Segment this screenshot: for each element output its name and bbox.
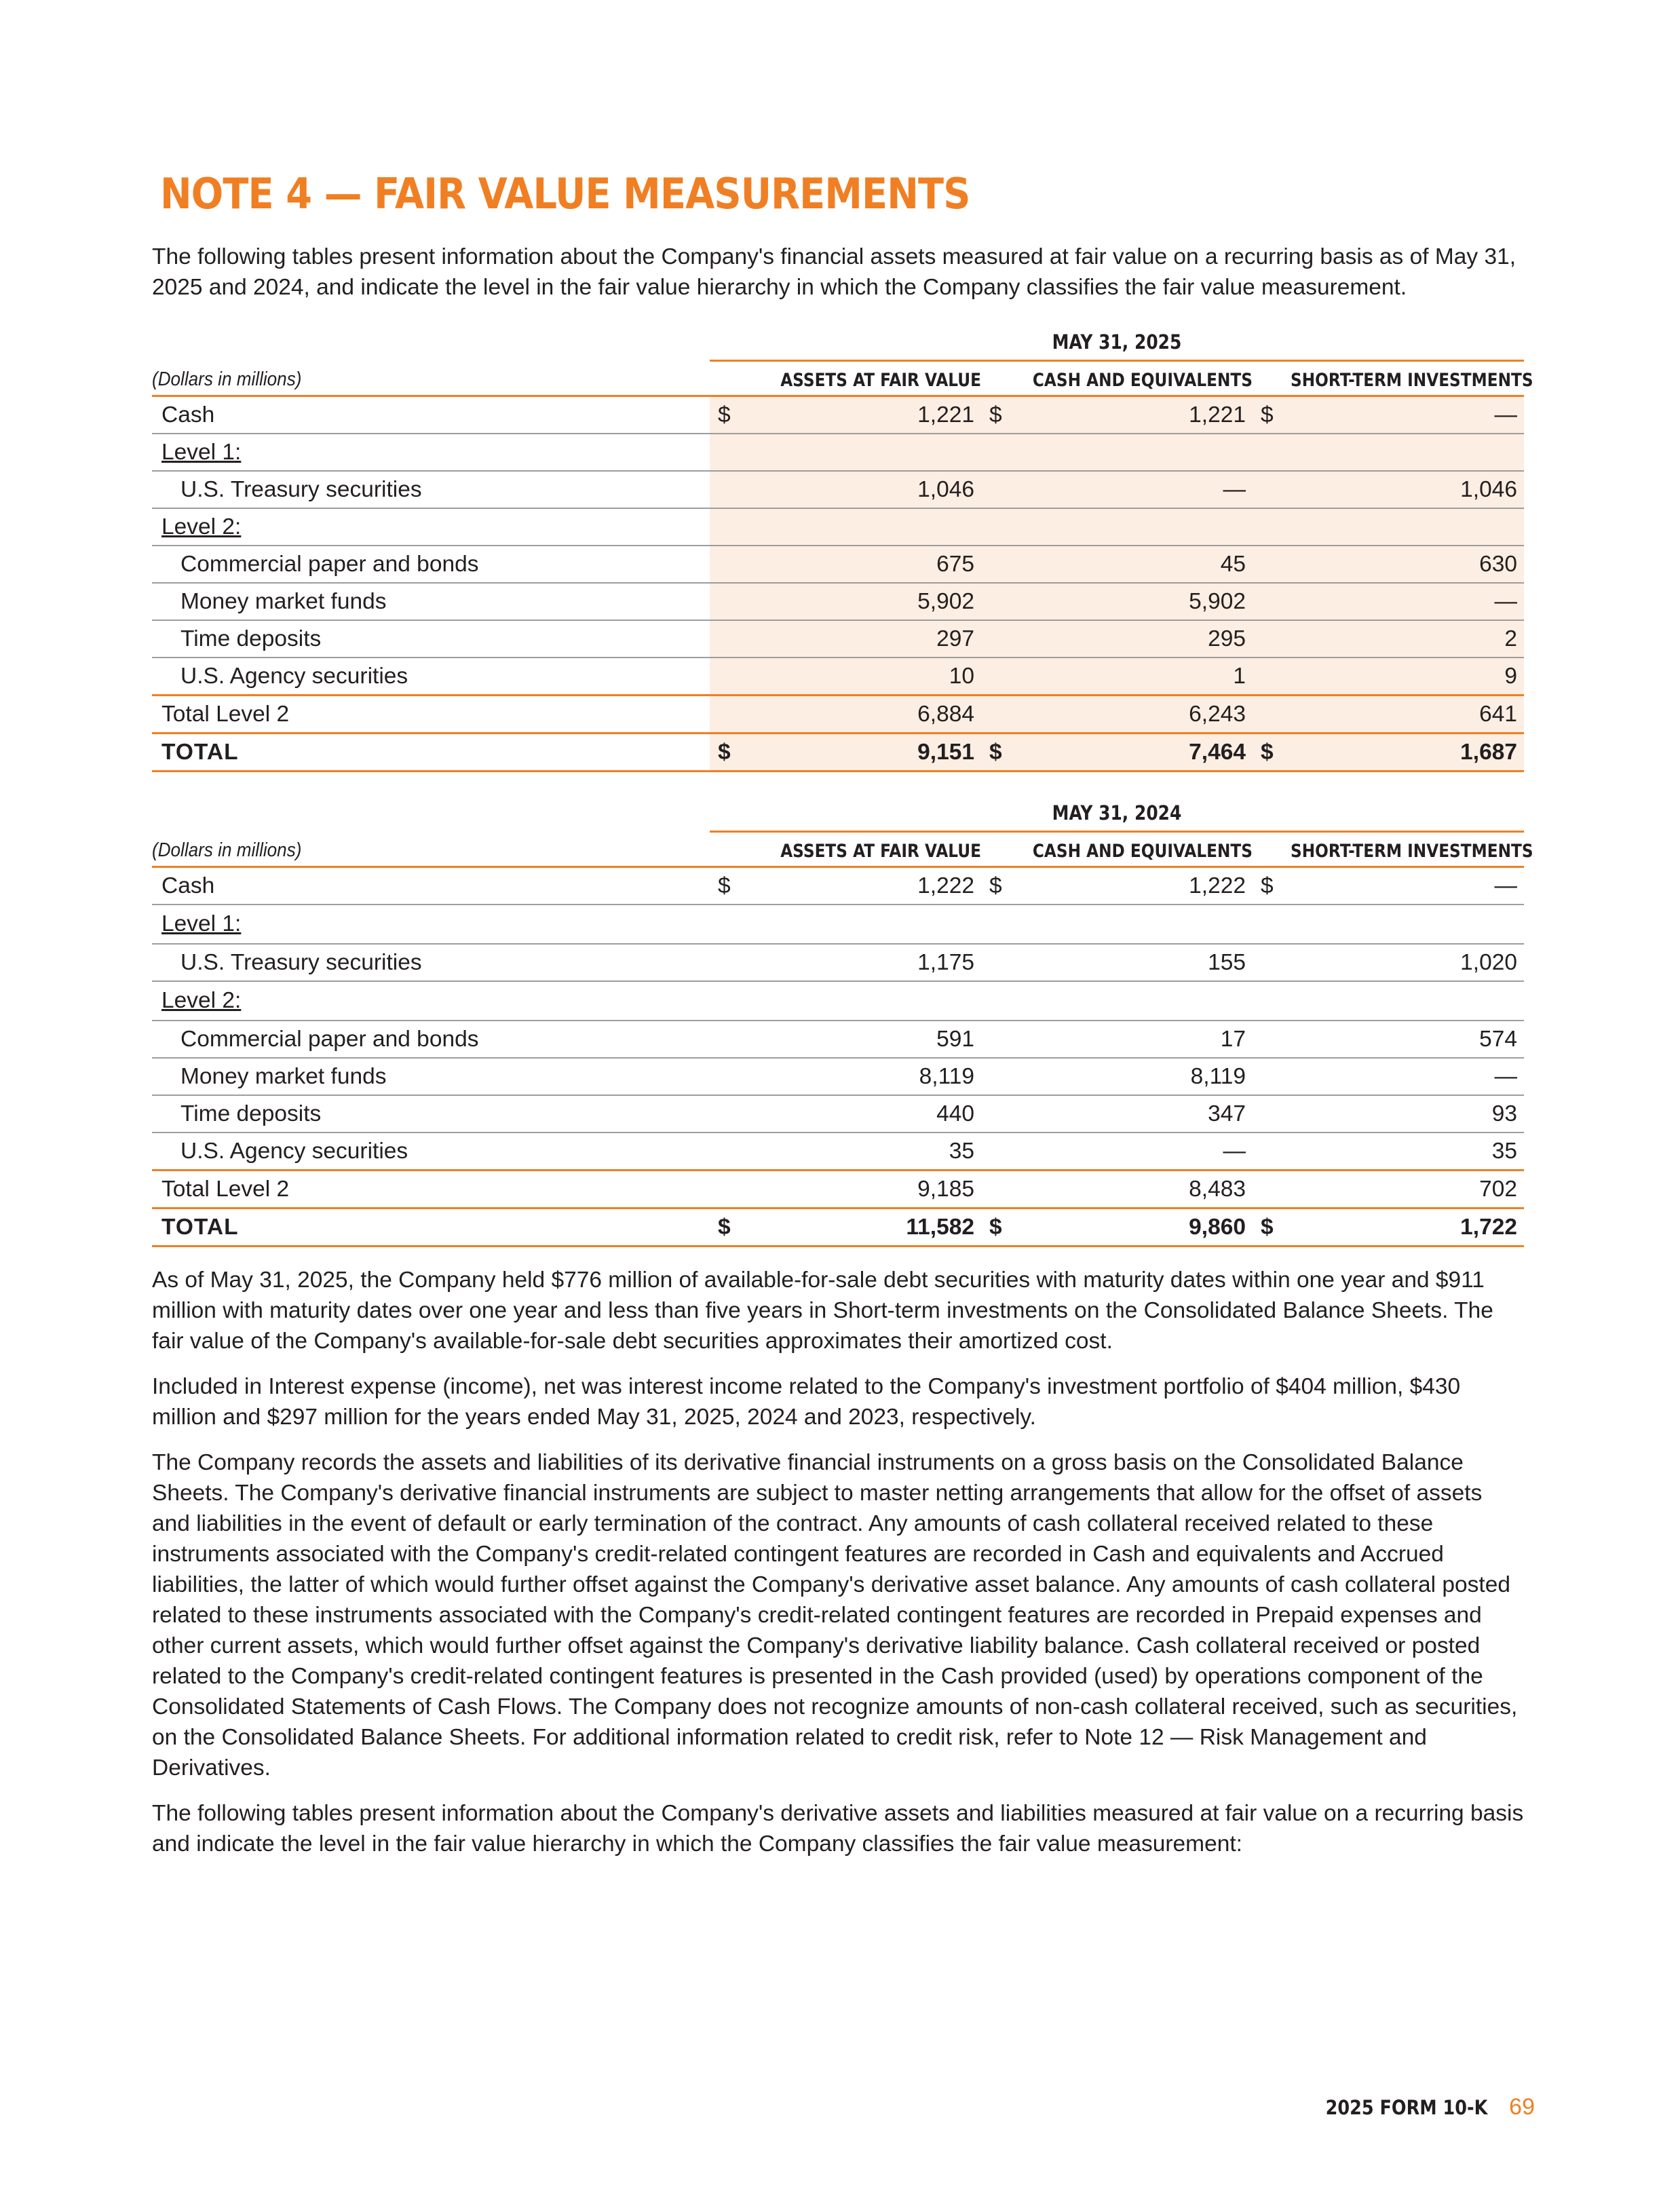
row-label: Level 1: xyxy=(161,439,242,465)
cell-value: — xyxy=(1494,873,1517,898)
cell-value: 8,483 xyxy=(1189,1176,1246,1202)
cell-value: 6,243 xyxy=(1189,701,1246,727)
row-label: Level 2: xyxy=(161,988,242,1013)
dollar-sign: $ xyxy=(1261,873,1274,898)
period-label: MAY 31, 2025 xyxy=(1052,330,1182,354)
row-label: Time deposits xyxy=(180,626,322,651)
cell-value: 8,119 xyxy=(919,1063,974,1089)
row-label: U.S. Treasury securities xyxy=(180,476,422,502)
dollar-sign: $ xyxy=(989,873,1002,898)
table-row-total-level2 xyxy=(152,1171,1524,1209)
cell-value: 10 xyxy=(949,663,974,689)
fair-value-table-2025 xyxy=(152,324,1533,772)
cell-value: — xyxy=(1223,476,1246,502)
cell-value: — xyxy=(1494,588,1517,614)
cell-value: 1,046 xyxy=(1460,476,1517,502)
row-label: Cash xyxy=(161,402,215,427)
row-label: Money market funds xyxy=(180,588,387,614)
row-label: TOTAL xyxy=(161,739,239,765)
row-label: Total Level 2 xyxy=(161,701,290,727)
dollar-sign: $ xyxy=(989,402,1002,427)
paragraph-interest-income: Included in Interest expense (income), net was interest income related to the Company's investment portfolio of $404 million, $430 million and $297 million for the years ended May 31, 2025, 2024 and 2023, respectively. xyxy=(152,1374,1461,1430)
cell-value: 9,151 xyxy=(917,739,974,765)
cell-value: 5,902 xyxy=(917,588,974,614)
table-row-total xyxy=(152,734,1524,772)
cell-value: 1,221 xyxy=(917,402,974,427)
dollar-sign: $ xyxy=(718,873,731,898)
dollar-sign: $ xyxy=(1261,402,1274,427)
cell-value: 8,119 xyxy=(1190,1063,1246,1089)
row-label: U.S. Agency securities xyxy=(180,663,408,689)
cell-value: 9 xyxy=(1504,663,1517,689)
period-header xyxy=(152,324,1524,360)
dollar-sign: $ xyxy=(1261,739,1274,765)
table-row-agency xyxy=(152,658,1524,696)
col-short-term-investments: SHORT-TERM INVESTMENTS xyxy=(1291,370,1533,391)
cell-value: 93 xyxy=(1491,1101,1517,1126)
intro-paragraph: The following tables present information about the Company's financial assets measured at fair value on a recurring basis as of May 31, 2025 and 2024, and indicate the level in the fair value hierarchy in which the Company classifies the fair value measurement. xyxy=(152,244,1516,300)
column-header-row xyxy=(152,833,1533,868)
row-label: Level 1: xyxy=(161,911,242,936)
table-row-treasury xyxy=(152,945,1524,982)
column-header-row xyxy=(152,362,1533,397)
paragraph-derivative-tables-intro: The following tables present information about the Company's derivative assets and liabilities measured at fair value on a recurring basis and indicate the level in the fair value hierarchy in which the Company classifies the fair value measurement: xyxy=(152,1801,1524,1857)
table-row-level2-heading xyxy=(152,509,1524,546)
cell-value: 574 xyxy=(1479,1026,1517,1052)
cell-value: 675 xyxy=(936,551,974,577)
row-label: Money market funds xyxy=(180,1063,387,1089)
row-label: Time deposits xyxy=(180,1101,322,1126)
cell-value: 7,464 xyxy=(1189,739,1246,765)
paragraph-derivatives: The Company records the assets and liabilities of its derivative financial instruments on a gross basis on the Consolidated Balance Sheets. The Company's derivative financial instruments are subject to master netting arrangements that allow for the offset of assets and liabilities in the event of default or early termination of the contract. Any amounts of cash collateral received related to these instruments associated with the Company's credit-related contingent features are recorded in Cash and equivalents and Accrued liabilities, the latter of which would further offset against the Company's derivative asset balance. Any amounts of cash collateral posted related to these instruments associated with the Company's credit-related contingent features are recorded in Prepaid expenses and other current assets, which would further offset against the Company's derivative liability balance. Cash collateral received or posted related to the Company's credit-related contingent features is presented in the Cash provided (used) by operations component of the Consolidated Statements of Cash Flows. The Company does not recognize amounts of non-cash collateral received, such as securities, on the Consolidated Balance Sheets. For additional information related to credit risk, refer to Note 12 — Risk Management and Derivatives. xyxy=(152,1450,1518,1781)
row-label: Commercial paper and bonds xyxy=(180,1026,479,1052)
col-assets-at-fair-value: ASSETS AT FAIR VALUE xyxy=(780,841,981,862)
row-label: Commercial paper and bonds xyxy=(180,551,479,577)
table-row-treasury xyxy=(152,472,1524,509)
table-row-time-deposits xyxy=(152,1096,1524,1133)
fair-value-table-2024 xyxy=(152,795,1533,1247)
cell-value: 591 xyxy=(936,1026,974,1052)
cell-value: 1,175 xyxy=(917,949,974,975)
table-row-money-market xyxy=(152,584,1524,621)
cell-value: 630 xyxy=(1479,551,1517,577)
cell-value: 1,222 xyxy=(1189,873,1246,898)
cell-value: 5,902 xyxy=(1189,588,1246,614)
cell-value: 17 xyxy=(1220,1026,1246,1052)
form-label: 2025 FORM 10-K xyxy=(1325,2096,1488,2119)
cell-value: 9,185 xyxy=(917,1176,974,1202)
cell-value: — xyxy=(1494,1063,1517,1089)
table-row-total-level2 xyxy=(152,696,1524,734)
cell-value: 1,687 xyxy=(1460,739,1517,765)
col-assets-at-fair-value: ASSETS AT FAIR VALUE xyxy=(780,370,981,391)
cell-value: 641 xyxy=(1479,701,1517,727)
row-label: Cash xyxy=(161,873,215,898)
units-label: (Dollars in millions) xyxy=(152,839,302,861)
cell-value: 35 xyxy=(1491,1138,1517,1164)
row-label: Level 2: xyxy=(161,514,242,539)
table-row-cash xyxy=(152,397,1524,434)
dollar-sign: $ xyxy=(989,739,1002,765)
cell-value: 35 xyxy=(949,1138,974,1164)
cell-value: 155 xyxy=(1208,949,1246,975)
cell-value: — xyxy=(1223,1138,1246,1164)
table-row-commercial-paper xyxy=(152,1021,1524,1059)
cell-value: 1 xyxy=(1233,663,1246,689)
table-row-commercial-paper xyxy=(152,546,1524,584)
dollar-sign: $ xyxy=(718,739,731,765)
page xyxy=(152,163,1533,1859)
row-label: Total Level 2 xyxy=(161,1176,290,1202)
cell-value: — xyxy=(1494,402,1517,427)
dollar-sign: $ xyxy=(718,402,731,427)
page-title: NOTE 4 — FAIR VALUE MEASUREMENTS xyxy=(160,169,970,218)
row-label: U.S. Treasury securities xyxy=(180,949,422,975)
paragraph-available-for-sale: As of May 31, 2025, the Company held $776 million of available-for-sale debt securities with maturity dates within one year and $911 million with maturity dates over one year and less than five years in Short-term investments on the Consolidated Balance Sheets. The fair value of the Company's available-for-sale debt securities approximates their amortized cost. xyxy=(152,1268,1493,1354)
table-row-total xyxy=(152,1209,1524,1247)
cell-value: 1,222 xyxy=(917,873,974,898)
dollar-sign: $ xyxy=(718,1214,731,1240)
cell-value: 1,046 xyxy=(917,476,974,502)
dollar-sign: $ xyxy=(989,1214,1002,1240)
period-label: MAY 31, 2024 xyxy=(1052,801,1182,824)
table-row-level1-heading xyxy=(152,905,1524,945)
cell-value: 45 xyxy=(1220,551,1246,577)
row-label: TOTAL xyxy=(161,1214,239,1240)
cell-value: 297 xyxy=(936,626,974,651)
table-row-time-deposits xyxy=(152,621,1524,658)
table-row-agency xyxy=(152,1133,1524,1171)
table-row-cash xyxy=(152,868,1524,905)
page-footer xyxy=(1303,2094,1535,2120)
cell-value: 1,221 xyxy=(1189,402,1246,427)
col-cash-and-equivalents: CASH AND EQUIVALENTS xyxy=(1032,841,1253,862)
cell-value: 2 xyxy=(1504,626,1517,651)
cell-value: 295 xyxy=(1208,626,1246,651)
table-row-money-market xyxy=(152,1059,1524,1096)
cell-value: 9,860 xyxy=(1189,1214,1246,1240)
body-text xyxy=(152,1265,1524,1859)
units-label: (Dollars in millions) xyxy=(152,368,302,390)
cell-value: 11,582 xyxy=(906,1214,974,1240)
row-label: U.S. Agency securities xyxy=(180,1138,408,1164)
cell-value: 702 xyxy=(1479,1176,1517,1202)
table-row-level2-heading xyxy=(152,982,1524,1021)
col-cash-and-equivalents: CASH AND EQUIVALENTS xyxy=(1032,370,1253,391)
period-header xyxy=(152,795,1524,831)
col-short-term-investments: SHORT-TERM INVESTMENTS xyxy=(1291,841,1533,862)
cell-value: 440 xyxy=(936,1101,974,1126)
cell-value: 6,884 xyxy=(917,701,974,727)
table-row-level1-heading xyxy=(152,434,1524,472)
cell-value: 1,722 xyxy=(1460,1214,1517,1240)
cell-value: 1,020 xyxy=(1460,949,1517,975)
dollar-sign: $ xyxy=(1261,1214,1274,1240)
page-number: 69 xyxy=(1509,2094,1535,2120)
cell-value: 347 xyxy=(1208,1101,1246,1126)
